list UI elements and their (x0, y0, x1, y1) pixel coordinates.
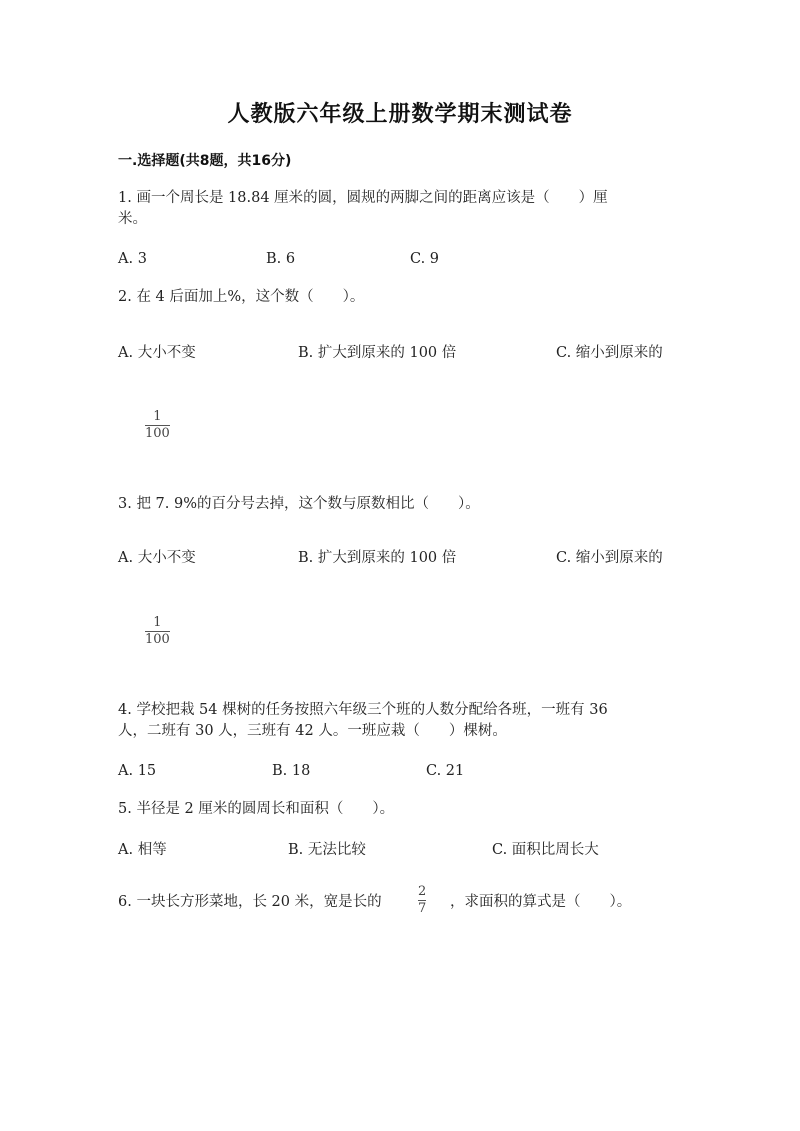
question-3-option-c: C. 缩小到原来的 (556, 550, 663, 566)
fraction-denominator: 100 (145, 632, 170, 647)
question-5-option-a: A. 相等 (118, 842, 167, 858)
fraction-denominator: 100 (145, 426, 170, 441)
fraction-numerator: 1 (153, 615, 162, 630)
question-4-text-line2: 人，二班有 30 人，三班有 42 人。一班应栽（ ）棵树。 (118, 723, 507, 739)
question-4-option-a: A. 15 (118, 763, 157, 779)
question-5-option-c: C. 面积比周长大 (492, 842, 599, 858)
fraction-numerator: 1 (153, 409, 162, 424)
question-6-text-before: 6. 一块长方形菜地，长 20 米，宽是长的 (118, 894, 382, 910)
question-2-option-b: B. 扩大到原来的 100 倍 (298, 345, 457, 361)
question-2-text: 2. 在 4 后面加上%，这个数（ ）。 (118, 289, 365, 305)
question-2-option-a: A. 大小不变 (118, 345, 196, 361)
question-1-text-line2: 米。 (118, 211, 147, 227)
question-3-option-b: B. 扩大到原来的 100 倍 (298, 550, 457, 566)
question-4-text-line1: 4. 学校把栽 54 棵树的任务按照六年级三个班的人数分配给各班，一班有 36 (118, 702, 608, 718)
fraction-denominator: 7 (418, 901, 427, 916)
question-3-text: 3. 把 7. 9%的百分号去掉，这个数与原数相比（ ）。 (118, 496, 480, 512)
question-2-fraction (145, 410, 170, 441)
question-1-option-a: A. 3 (118, 251, 147, 267)
question-1-option-c: C. 9 (410, 251, 440, 267)
section-heading: 一.选择题(共8题，共16分) (118, 153, 292, 169)
question-3-option-a: A. 大小不变 (118, 550, 196, 566)
question-5-option-b: B. 无法比较 (288, 842, 366, 858)
question-1-option-b: B. 6 (266, 251, 296, 267)
question-5-text: 5. 半径是 2 厘米的圆周长和面积（ ）。 (118, 801, 395, 817)
question-4-option-b: B. 18 (272, 763, 311, 779)
question-1-text-line1: 1. 画一个周长是 18.84 厘米的圆，圆规的两脚之间的距离应该是（ ）厘 (118, 190, 608, 206)
question-3-fraction (145, 616, 170, 647)
page-title: 人教版六年级上册数学期末测试卷 (227, 101, 573, 127)
question-2-option-c: C. 缩小到原来的 (556, 345, 663, 361)
question-6-fraction (418, 885, 426, 916)
question-6-text-after: ，求面积的算式是（ ）。 (450, 894, 632, 910)
question-4-option-c: C. 21 (426, 763, 465, 779)
fraction-numerator: 2 (418, 884, 427, 899)
